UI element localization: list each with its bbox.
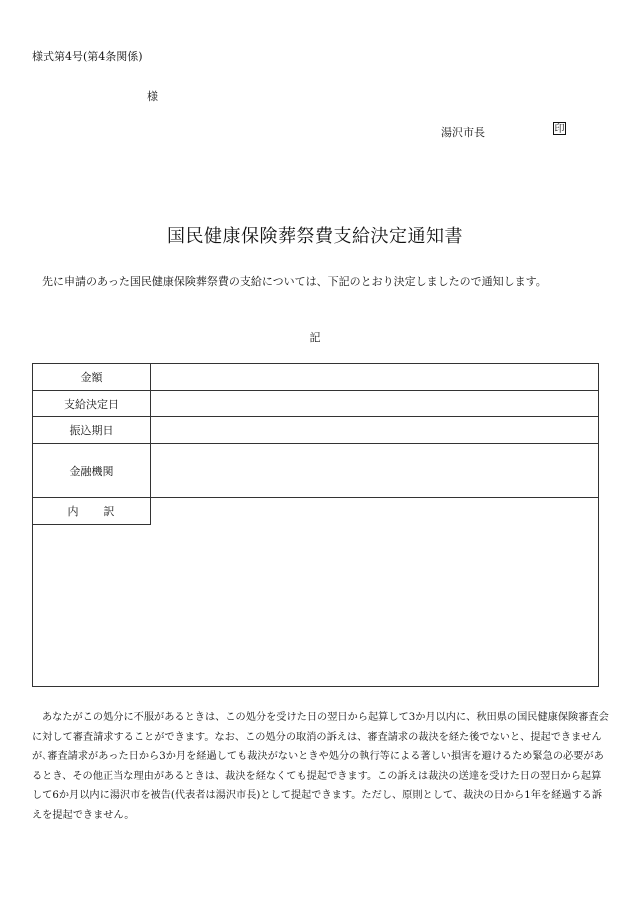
row-label-bank: 金融機関 <box>33 444 151 497</box>
issuer-name: 湯沢市長 <box>441 126 485 139</box>
ki-heading: 記 <box>309 331 321 344</box>
notice-line: るとき、その他正当な理由があるときは、裁決を経なくても提起できます。この訴えは裁決の送達を受けた日の翌日から起算 <box>32 770 602 782</box>
row-value-amount <box>150 364 598 390</box>
row-label-decision-date: 支給決定日 <box>33 391 151 416</box>
row-value-bank <box>150 444 598 497</box>
document-title: 国民健康保険葬祭費支給決定通知書 <box>167 226 463 247</box>
notice-line: あなたがこの処分に不服があるときは、この処分を受けた日の翌日から起算して3か月以内に、秋田県の国民健康保険審査会 <box>42 712 609 723</box>
intro-text: 先に申請のあった国民健康保険葬祭費の支給については、下記のとおり決定しましたので通知します。 <box>42 275 547 288</box>
appeal-notice <box>32 708 609 826</box>
notice-line: して6か月以内に湯沢市を被告(代表者は湯沢市長)として提起できます。ただし、原則として、裁決の日から1年を経過する訴 <box>32 790 603 802</box>
notice-line: が､審査請求があった日から3か月を経過しても裁決がないときや処分の執行等による著しい損害を避けるため緊急の必要があ <box>32 751 604 763</box>
seal-mark: 印 <box>554 124 565 135</box>
table-row-amount <box>33 364 598 391</box>
table-row-bank <box>33 444 598 498</box>
breakdown-area <box>151 498 598 686</box>
form-number: 様式第4号(第4条関係) <box>32 50 143 63</box>
notice-line: に対して審査請求することができます。なお、この処分の取消の訴えは、審査請求の裁決を経た後でないと、提起できません <box>32 731 602 743</box>
row-label-transfer-date: 振込期日 <box>33 417 151 443</box>
row-value-transfer-date <box>150 417 598 443</box>
table-row-decision-date <box>33 391 598 417</box>
breakdown-label: 内 訳 <box>33 498 151 525</box>
notice-line: えを提起できません。 <box>32 809 135 821</box>
addressee-suffix: 様 <box>147 90 158 103</box>
table-row-transfer-date <box>33 417 598 444</box>
decision-table <box>32 363 599 687</box>
row-label-amount: 金額 <box>33 364 151 390</box>
row-value-decision-date <box>150 391 598 416</box>
